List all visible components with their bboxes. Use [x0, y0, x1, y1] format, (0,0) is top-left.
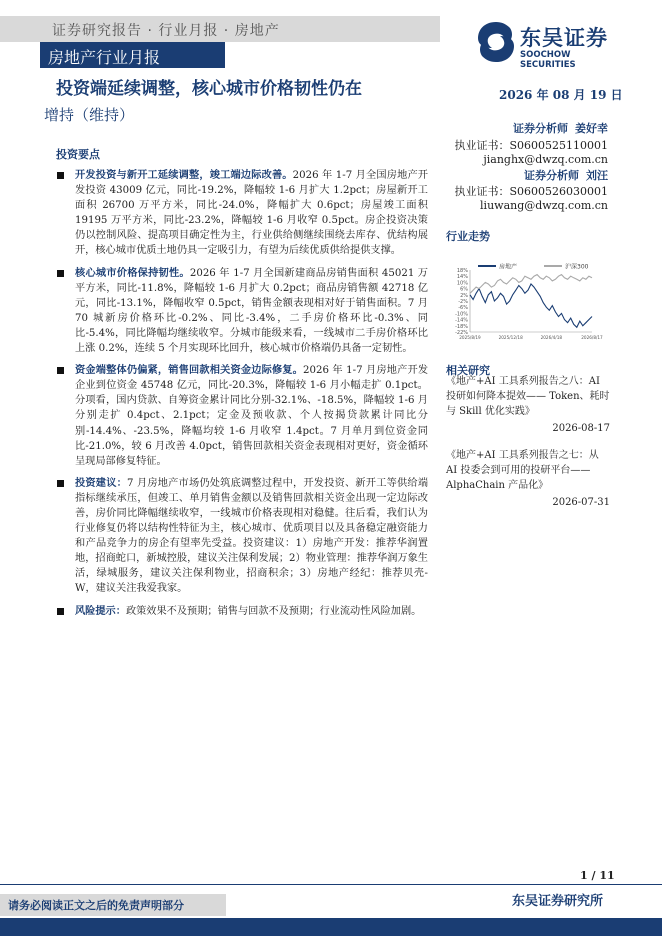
y-tick-label: 10%: [456, 280, 468, 287]
related-heading: 相关研究: [446, 364, 490, 377]
footer-divider: [0, 884, 662, 885]
related-item-date: 2026-08-17: [552, 423, 610, 434]
logo-text-cn: 东吴证券: [520, 26, 608, 50]
analyst-1-title: 证券分析师 姜好幸: [513, 122, 608, 135]
trend-chart-svg: [446, 262, 603, 342]
company-logo: [476, 20, 626, 70]
bullet-item: 资金端整体仍偏紧，销售回款相关资金边际修复。2026 年 1-7 月房地产开发企业到位资金 45748 亿元，同比-20.3%，降幅较 1-6 月小幅走扩 0.1pct。分项看，国内贷款、自筹资金累计同比分别-32.1%、-18.5%，降幅较 1-6 月分别走扩 0.4pct、2.1pct；定金及预收款、个人按揭贷款累计同比分别-14.4%、-23.5%，降幅均较 1-6 月收窄 1.4pct。7 月单月到位资金同比-21.0%，较 6 月改善 4.0pct，销售回款相关资金表现相对更好，资金循环呈现局部修复特征。: [56, 363, 428, 469]
analyst-2-email[interactable]: liuwang@dwzq.com.cn: [480, 199, 608, 212]
logo-mark-icon: [476, 20, 516, 64]
bullet-item: 投资建议：7 月房地产市场仍处筑底调整过程中，开发投资、新开工等供给端指标继续承压，但竣工、单月销售金额以及销售回款相关资金出现一定边际改善，房价同比降幅继续收窄，一线城市价格表现相对稳健。往后看，我们认为行业修复仍将以结构性特征为主，核心城市、优质项目以及具备稳定融资能力和产品竞争力的房企有望率先受益。投资建议：1）房地产开发：推荐华润置地，招商蛇口，新城控股，建议关注保利发展；2）物业管理：推荐华润万象生活，绿城服务，建议关注保利物业，招商积余；3）房地产经纪：推荐贝壳-W，建议关注我爱我家。: [56, 476, 428, 597]
y-tick-label: -2%: [458, 299, 468, 305]
related-item-date: 2026-07-31: [552, 497, 610, 508]
key-points-list: [56, 168, 428, 626]
bullet-item: 开发投资与新开工延续调整，竣工端边际改善。2026 年 1-7 月全国房地产开发投资 43009 亿元，同比-19.2%，降幅较 1-6 月扩大 1.2pct；房屋新开工面积 26700 万平方米，同比-24.0%，降幅扩大 0.6pct；房屋竣工面积 19195 万平方米，同比-23.2%，降幅较 1-6 月收窄 0.5pct。房企投资决策仍以控制风险、提高项目确定性为主，行业供给侧继续围绕去库存、优结构展开，核心城市优质土地仍具一定吸引力，有望为后续优质供给提供支撑。: [56, 168, 428, 259]
y-tick-label: 6%: [460, 286, 468, 293]
analyst-1-license: 执业证书：S0600525110001: [454, 139, 608, 152]
y-tick-label: -22%: [455, 330, 468, 336]
x-tick-label: 2025/12/18: [498, 335, 523, 340]
footer-company: 东吴证券研究所: [512, 894, 604, 909]
breadcrumb: 证券研究报告 · 行业月报 · 房地产: [52, 23, 280, 39]
y-tick-label: -18%: [455, 323, 468, 330]
logo-text-en: SOOCHOW SECURITIES: [520, 50, 576, 70]
key-points-heading: 投资要点: [56, 148, 100, 161]
bullet-square-icon: [57, 480, 64, 487]
bullet-square-icon: [57, 367, 64, 374]
report-type: 房地产行业月报: [48, 48, 161, 67]
disclaimer-bar: [0, 894, 226, 916]
related-item-title[interactable]: 《地产+AI 工具系列报告之七：从 AI 投委会到可用的投研平台—— AlphaChain 产品化》: [446, 450, 599, 491]
x-tick-label: 2026/4/18: [540, 335, 563, 340]
legend-label: 沪深300: [565, 263, 589, 271]
report-date: 2026 年 08 月 19 日: [499, 88, 623, 102]
bullet-item: 风险提示：政策效果不及预期；销售与回款不及预期；行业流动性风险加剧。: [56, 604, 428, 619]
y-tick-label: -14%: [455, 317, 468, 324]
header-breadcrumb-bar: [0, 16, 440, 42]
footer-bar: [0, 918, 662, 936]
bullet-square-icon: [57, 608, 64, 615]
disclaimer-text[interactable]: 请务必阅读正文之后的免责声明部分: [8, 899, 184, 912]
legend-label: 房地产: [499, 263, 518, 271]
x-tick-label: 2025/8/19: [459, 335, 481, 340]
y-tick-label: 18%: [456, 268, 468, 274]
analyst-1-email[interactable]: jianghx@dwzq.com.cn: [483, 153, 608, 166]
report-title: 投资端延续调整，核心城市价格韧性仍在: [56, 79, 362, 99]
series-line-房地产: [470, 284, 592, 327]
x-tick-label: 2026/8/17: [581, 335, 603, 340]
analyst-2-title: 证券分析师 刘汪: [524, 169, 608, 182]
y-tick-label: -10%: [455, 311, 468, 318]
report-type-bar: [40, 42, 225, 68]
trend-chart: [446, 262, 603, 342]
related-item-title[interactable]: 《地产+AI 工具系列报告之八：AI 投研如何降本提效—— Token、耗时与 Skill 优化实践》: [446, 376, 610, 417]
bullet-square-icon: [57, 172, 64, 179]
y-tick-label: 2%: [460, 292, 468, 299]
y-tick-label: 14%: [456, 274, 468, 281]
y-tick-label: -6%: [458, 305, 468, 312]
bullet-square-icon: [57, 270, 64, 277]
trend-heading: 行业走势: [446, 230, 490, 243]
related-list: [446, 374, 610, 522]
analyst-2-license: 执业证书：S0600526030001: [454, 185, 608, 198]
bullet-item: 核心城市价格保持韧性。2026 年 1-7 月全国新建商品房销售面积 45021 万平方米，同比-11.8%，降幅较 1-6 月扩大 0.2pct；商品房销售额 42718 亿元，同比-13.1%，降幅收窄 0.5pct，销售金额表现相对好于销售面积。7 月 70 城新房价格环比-0.2%、同比-3.4%，二手房价格环比-0.3%、同比-5.4%，同比降幅均继续收窄。分城市能级来看，一线城市二手房价格环比上涨 0.2%，连续 5 个月实现环比回升，核心城市价格端仍具备一定韧性。: [56, 266, 428, 357]
page-number: 1 / 11: [580, 869, 615, 882]
rating: 增持（维持）: [44, 106, 135, 124]
